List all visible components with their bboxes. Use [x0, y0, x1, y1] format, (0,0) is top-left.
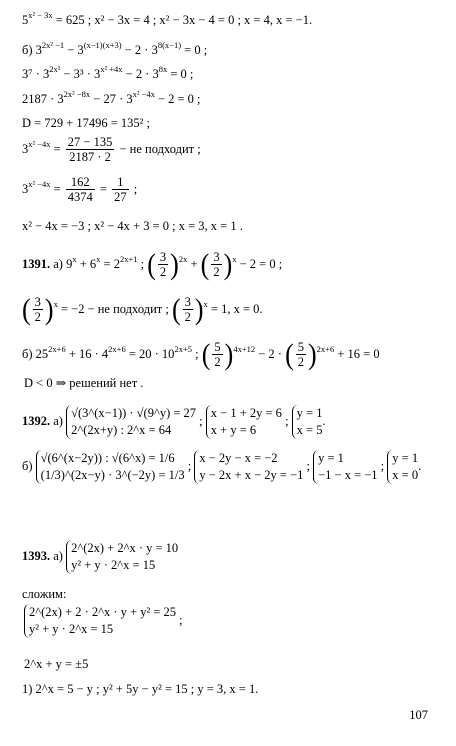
equation-line: 1) 2^x = 5 − y ; y² + 5y − y² = 15 ; y = 3, x = 1.: [22, 682, 259, 696]
fraction: $\frac{3}{2}$: [159, 250, 167, 280]
equation-line: б) $3^{2x^2 -1} - 3^{(x-1)(x+3)} - 2 \cdot 3^{8(x-1)} = 0$ ;: [22, 40, 208, 57]
fraction: $\frac{3}{2}$: [213, 250, 220, 280]
equation-line: D < 0 ⇒ решений нет .: [24, 376, 144, 390]
equation-system: y = 1 x = 0: [387, 450, 418, 484]
equation-system: √(3^(x−1)) · √(9^y) = 27 2^(2x+y) : 2^x = 64: [66, 405, 196, 439]
equation-system: y = 1 x = 5: [292, 405, 323, 439]
problem-1391-a: 1391. а) $9^x + 6^x = 2^{2x+1}$ ; ( $\frac{3}{2}$ )$^{2x}$ + ( $\frac{3}{2}$ )$^x$ − 2 = 0 ;: [22, 247, 283, 281]
equation-line: $2187 \cdot 3^{2x^2 -8x} - 27 \cdot 3^{x^2 -4x} - 2 = 0$ ;: [22, 89, 201, 106]
equation-line: 2^(2x) + 2 · 2^x · y + y² = 25 y² + y · 2^x = 15 ;: [24, 604, 183, 638]
problem-1392-a: 1392. а) √(3^(x−1)) · √(9^y) = 27 2^(2x+y) : 2^x = 64 ; x − 1 + 2y = 6 x + y = 6 ; y = 1 x = 5 .: [22, 406, 326, 437]
equation-system: y = 1 −1 − x = −1: [313, 450, 377, 484]
problem-number: 1393.: [22, 548, 51, 563]
fraction: $\frac{5}{2}$: [214, 340, 221, 370]
equation-line: $3^7 \cdot 3^{2x^2} - 3^3 \cdot 3^{x^2 +4x} - 2 \cdot 3^{8x} = 0$ ;: [22, 64, 194, 81]
problem-number: 1392.: [22, 413, 51, 428]
problem-1393-a: 1393. а) 2^(2x) + 2^x · y = 10 y² + y · 2^x = 15: [22, 541, 179, 572]
problem-1392-b: б) √(6^(x−2y)) : √(6^x) = 1/6 (1/3)^(2x−y) · 3^(−2y) = 1/3 ; x − 2y − x = −2 y − 2x + x − 2y = −1 ; y = 1 −1 − x = −1 ; y = 1 x = 0 .: [22, 451, 422, 482]
sum-label: сложим:: [22, 587, 67, 601]
fraction: $\frac{5}{2}$: [297, 340, 304, 370]
equation-line: ( $\frac{3}{2}$ )$^x$ = −2 − не подходит ; ( $\frac{3}{2}$ )$^x$ = 1, x = 0.: [22, 292, 263, 326]
problem-1391-b: б) $25^{2x+6} + 16 \cdot 4^{2x+6} = 20 \cdot 10^{2x+5}$ ; ( $\frac{5}{2}$ )$^{4x+12}$ − 2 · ( $\frac{5}{2}$ )$^{2x+6}$ + 16 = 0: [22, 337, 380, 371]
fraction: $\frac{3}{2}$: [34, 295, 41, 325]
fraction: $\frac{27 - 135}{2187 \cdot 2}$: [67, 135, 113, 165]
equation-system: √(6^(x−2y)) : √(6^x) = 1/6 (1/3)^(2x−y) · 3^(−2y) = 1/3: [36, 450, 185, 484]
equation-system: x − 1 + 2y = 6 x + y = 6: [206, 405, 282, 439]
equation-line: $5^{x^2 - 3x} = 625$ ; x² − 3x = 4 ; x² − 3x − 4 = 0 ; x = 4, x = −1.: [22, 10, 313, 27]
equation-system: 2^(2x) + 2 · 2^x · y + y² = 25 y² + y · 2^x = 15: [24, 604, 176, 638]
equation-system: 2^(2x) + 2^x · y = 10 y² + y · 2^x = 15: [66, 540, 178, 574]
equation-system: x − 2y − x = −2 y − 2x + x − 2y = −1: [194, 450, 303, 484]
equation-line: D = 729 + 17496 = 135² ;: [22, 116, 151, 130]
page-number: 107: [409, 708, 428, 722]
fraction: $\frac{1}{27}$: [114, 175, 127, 205]
problem-number: 1391.: [22, 256, 51, 271]
equation-line: $3^{x^2 -4x}$ = $\frac{27 - 135}{2187 \cdot 2}$ − не подходит ;: [22, 135, 201, 165]
fraction: $\frac{3}{2}$: [184, 295, 191, 325]
fraction: $\frac{162}{4374}$: [67, 175, 93, 205]
equation-line: 2^x + y = ±5: [24, 657, 89, 671]
equation-line: x² − 4x = −3 ; x² − 4x + 3 = 0 ; x = 3, x = 1 .: [22, 219, 243, 233]
equation-line: $3^{x^2 -4x}$ = $\frac{162}{4374}$ = $\frac{1}{27}$ ;: [22, 175, 138, 205]
